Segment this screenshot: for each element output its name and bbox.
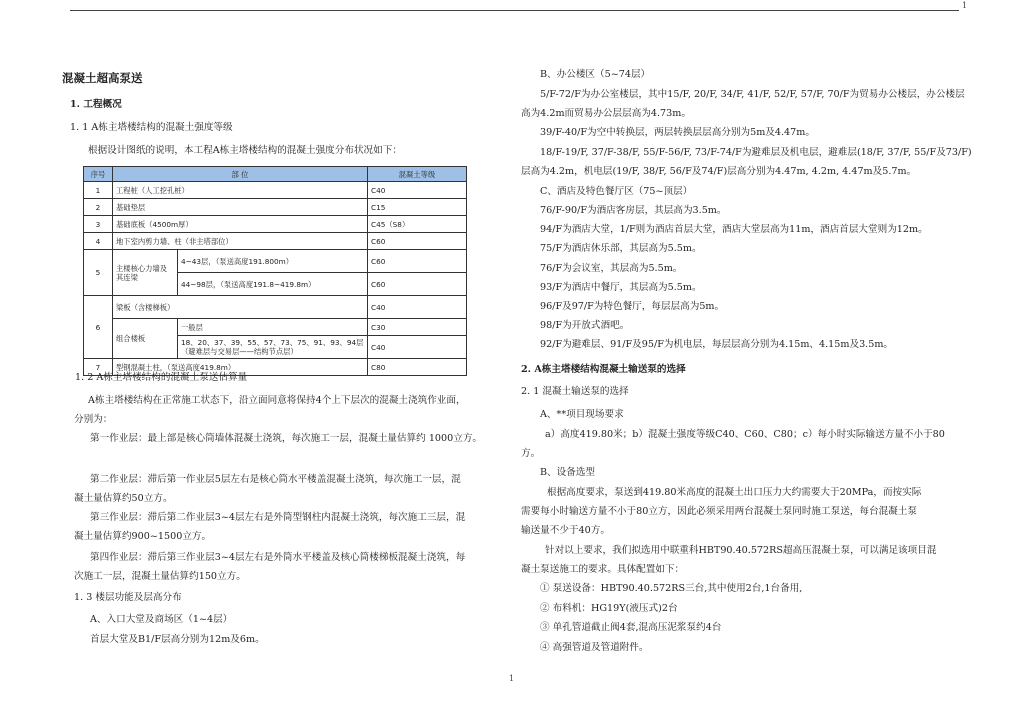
- section-2-1-heading: 2. 1 混凝土输送泵的选择: [521, 386, 629, 397]
- section-1-heading: 1. 工程概况: [70, 99, 122, 110]
- row-grade: C40: [368, 296, 467, 319]
- paragraph: 需要每小时输送方量不小于80立方，因此必须采用两台混凝土泵同时施工泵送，每台混凝土泵: [521, 506, 917, 517]
- paragraph: 39/F-40/F为空中转换层，两层转换层层高分别为5m及4.47m。: [540, 127, 815, 138]
- paragraph: 凝土量估算约50立方。: [74, 493, 173, 504]
- row-part: 一般层: [178, 319, 368, 336]
- list-item: ④ 高强管道及管道附件。: [540, 642, 649, 653]
- paragraph: 第三作业层：滞后第二作业层3~4层左右是外筒型钢柱内混凝土浇筑，每次施工三层，混: [90, 512, 466, 523]
- table-intro: 根据设计图纸的说明，本工程A栋主塔楼结构的混凝土强度分布状况如下：: [88, 145, 402, 156]
- table-row: [84, 296, 467, 319]
- paragraph: 第二作业层：滞后第一作业层5层左右是核心筒水平楼盖混凝土浇筑，每次施工一层，混: [90, 474, 461, 485]
- list-item: ① 泵送设备：HBT90.40.572RS三台,其中使用2台,1台备用,: [540, 583, 803, 594]
- paragraph: 凝土量估算约900~1500立方。: [74, 531, 212, 542]
- section-2-heading: 2. A栋主塔楼结构混凝土输送泵的选择: [521, 364, 686, 375]
- section-1-3-heading: 1. 3 楼层功能及层高分布: [74, 592, 182, 603]
- list-item: ② 布料机：HG19Y(液压式)2台: [540, 603, 678, 614]
- paragraph: 92/F为避难层、91/F及95/F为机电层，每层层高分别为4.15m、4.15m及3.5m。: [540, 339, 894, 350]
- paragraph: 76/F-90/F为酒店客房层，其层高为3.5m。: [540, 205, 727, 216]
- row-no: 4: [84, 233, 113, 250]
- row-part: 基础底板（4500m厚）: [113, 216, 368, 233]
- section-1-1-heading: 1. 1 A栋主塔楼结构的混凝土强度等级: [70, 122, 233, 133]
- paragraph: 93/F为酒店中餐厅，其层高为5.5m。: [540, 282, 702, 293]
- paragraph: 5/F-72/F为办公室楼层，其中15/F, 20/F, 34/F, 41/F, 52/F, 57/F, 70/F为贸易办公楼层，办公楼层: [540, 89, 965, 100]
- row-grade: C60: [368, 233, 467, 250]
- table-row: [84, 182, 467, 199]
- section-1-2-heading: 1. 2 A栋主塔楼结构的混凝土泵送估算量: [75, 372, 248, 383]
- table-row: [84, 250, 467, 273]
- paragraph: 次施工一层，混凝土量估算约150立方。: [74, 571, 246, 582]
- row-grade: C40: [368, 336, 467, 359]
- header-rule: [70, 10, 959, 11]
- table-header-row: [84, 167, 467, 182]
- paragraph: 首层大堂及B1/F层高分别为12m及6m。: [90, 634, 265, 645]
- paragraph: 76/F为会议室，其层高为5.5m。: [540, 263, 683, 274]
- zone-b-heading: B、办公楼区（5~74层）: [540, 69, 651, 80]
- paragraph: 针对以上要求，我们拟选用中联重科HBT90.40.572RS超高压混凝土泵，可以满足该项目混: [545, 545, 937, 556]
- paragraph: 输送量不少于40方。: [521, 525, 610, 536]
- row-group: 主楼核心力墙及其连梁: [113, 250, 178, 296]
- row-no: 1: [84, 182, 113, 199]
- row-part: 44~98层，（泵送高度191.8~419.8m）: [178, 273, 368, 296]
- concrete-grade-table: [83, 166, 467, 376]
- row-grade: C60: [368, 250, 467, 273]
- zone-a-heading: A、入口大堂及商场区（1~4层）: [90, 614, 233, 625]
- table-row: [84, 216, 467, 233]
- row-grade: C15: [368, 199, 467, 216]
- paragraph: 第一作业层：最上部是核心筒墙体混凝土浇筑，每次施工一层，混凝土量估算约 1000立方。: [90, 433, 483, 444]
- requirement-a-heading: A、**项目现场要求: [540, 409, 624, 420]
- row-part: 工程桩（人工挖孔桩）: [113, 182, 368, 199]
- paragraph: 第四作业层：滞后第三作业层3~4层左右是外筒水平楼盖及核心筒楼梯板混凝土浇筑，每: [90, 552, 466, 563]
- row-grade: C40: [368, 182, 467, 199]
- row-part: 4~43层，（泵送高度191.800m）: [178, 250, 368, 273]
- paragraph: 凝土泵送施工的要求。具体配置如下：: [521, 564, 685, 575]
- header-no: 序号: [84, 167, 113, 182]
- table-row: [84, 319, 467, 336]
- row-part: 18、20、37、39、55、57、73、75、91、93、94层（避难层与交易层——结构节点层）: [178, 336, 368, 359]
- row-grade: C80: [368, 359, 467, 376]
- paragraph: 根据高度要求，泵送到419.80米高度的混凝土出口压力大约需要大于20MPa，而按实际: [547, 487, 922, 498]
- row-part: 梁板（含楼梯板）: [113, 296, 368, 319]
- header-part: 部 位: [113, 167, 368, 182]
- header-grade: 混凝土等级: [368, 167, 467, 182]
- page-number-top: 1: [962, 1, 968, 10]
- row-grade: C30: [368, 319, 467, 336]
- paragraph: 98/F为开放式酒吧。: [540, 320, 630, 331]
- paragraph: 75/F为酒店休乐部，其层高为5.5m。: [540, 243, 702, 254]
- row-part: 型钢混凝土柱，（泵送高度419.8m）: [113, 359, 368, 376]
- row-no: 2: [84, 199, 113, 216]
- row-no: 7: [84, 359, 113, 376]
- row-no: 3: [84, 216, 113, 233]
- row-no: 5: [84, 250, 113, 296]
- row-part: 地下室内剪力墙、柱（非主塔部位）: [113, 233, 368, 250]
- table-row: [84, 199, 467, 216]
- paragraph: A栋主塔楼结构在正常施工状态下，沿立面同意将保持4个上下层次的混凝土浇筑作业面，: [88, 395, 466, 406]
- list-item: ③ 单孔管道截止阀4套,混高压泥浆泵约4台: [540, 622, 722, 633]
- paragraph: 18/F-19/F, 37/F-38/F, 55/F-56/F, 73/F-74/F为避难层及机电层，避难层(18/F, 37/F, 55/F及73/F): [540, 147, 972, 158]
- paragraph: a）高度419.80米；b）混凝土强度等级C40、C60、C80；c）每小时实际输送方量不小于80: [545, 429, 945, 440]
- zone-c-heading: C、酒店及特色餐厅区（75~顶层）: [540, 186, 693, 197]
- paragraph: 方。: [521, 448, 541, 459]
- row-no: 6: [84, 296, 113, 359]
- row-group: 组合楼板: [113, 319, 178, 359]
- row-grade: C60: [368, 273, 467, 296]
- paragraph: 94/F为酒店大堂，1/F则为酒店首层大堂，酒店大堂层高为11m，酒店首层大堂则为12m。: [540, 224, 928, 235]
- doc-title: 混凝土超高泵送: [62, 71, 143, 85]
- requirement-b-heading: B、设备选型: [540, 467, 596, 478]
- paragraph: 96/F及97/F为特色餐厅，每层层高为5m。: [540, 301, 725, 312]
- paragraph: 高为4.2m而贸易办公层层高为4.73m。: [521, 108, 691, 119]
- table-row: [84, 233, 467, 250]
- paragraph: 分别为：: [74, 414, 113, 425]
- page-number-bottom: 1: [509, 674, 515, 683]
- row-grade: C45（S8）: [368, 216, 467, 233]
- paragraph: 层高为4.2m，机电层(19/F, 38/F, 56/F及74/F)层高分别为4.47m, 4.2m, 4.47m及5.7m。: [521, 166, 917, 177]
- row-part: 基础垫层: [113, 199, 368, 216]
